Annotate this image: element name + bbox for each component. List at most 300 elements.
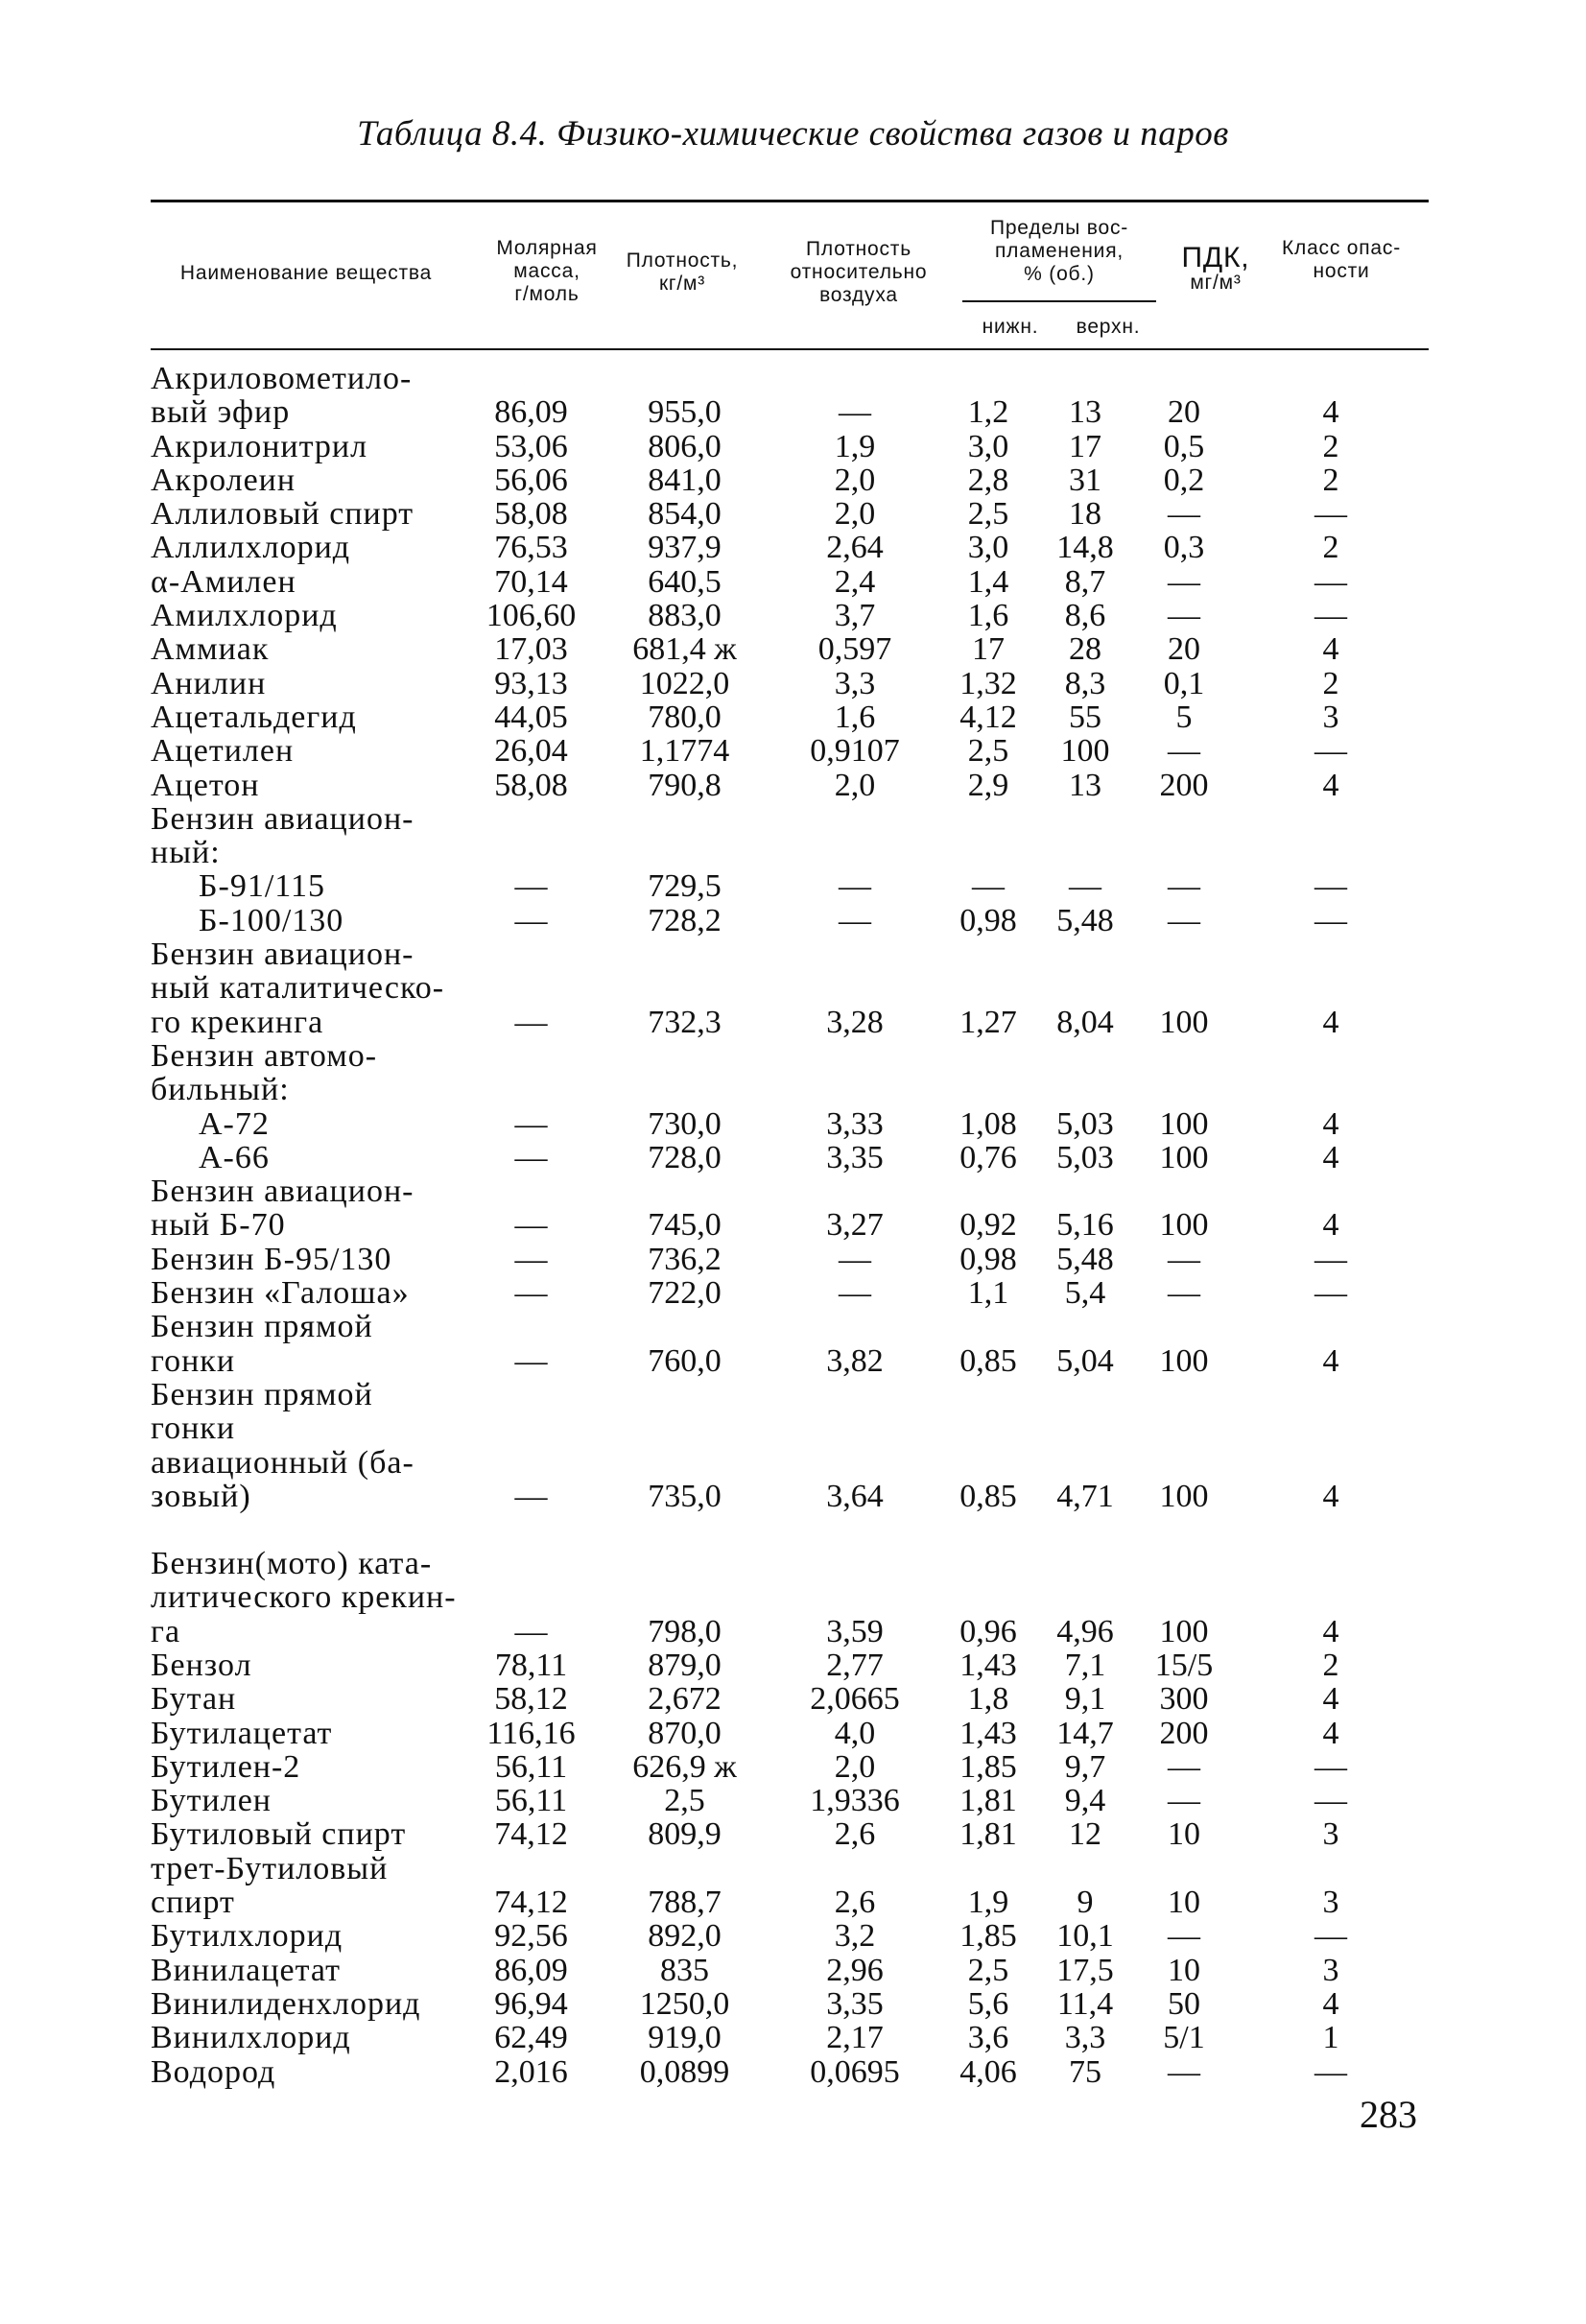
substance-name-line: Ацетон [151, 767, 260, 803]
substance-name-line: гонки [151, 1411, 236, 1447]
upper-limit-cell: 14,8 [1056, 530, 1114, 566]
lower-limit-cell: 1,81 [959, 1783, 1017, 1819]
hazard-class-cell: — [1314, 868, 1347, 905]
relative-density-cell: — [839, 1275, 871, 1312]
substance-name-line: А-66 [199, 1139, 270, 1175]
substance-name [151, 1310, 462, 1378]
relative-density-cell: — [839, 1241, 871, 1277]
table-row [151, 937, 1429, 1039]
hazard-class-cell: 2 [1322, 428, 1339, 464]
lower-limit-cell: 1,32 [959, 665, 1017, 701]
molar-mass-cell: 58,08 [494, 496, 568, 533]
lower-limit-cell: 1,43 [959, 1647, 1017, 1683]
pdk-cell: 5 [1175, 699, 1193, 735]
substance-name [151, 667, 462, 700]
pdk-cell: — [1168, 902, 1200, 938]
substance-name-line: Бензин «Галоша» [151, 1275, 410, 1312]
substance-name [151, 497, 462, 531]
pdk-cell: 20 [1168, 394, 1200, 431]
hazard-class-cell: 3 [1322, 1816, 1339, 1853]
density-cell: 788,7 [648, 1885, 722, 1921]
substance-name-line: А-72 [199, 1105, 270, 1142]
molar-mass-cell: — [514, 1275, 548, 1312]
substance-name-line: Бутилен [151, 1783, 272, 1819]
pdk-cell: — [1168, 1241, 1200, 1277]
table-row [151, 869, 1429, 903]
molar-mass-cell: 106,60 [485, 598, 577, 634]
pdk-cell: 100 [1159, 1207, 1209, 1244]
hazard-class-cell: 4 [1322, 1004, 1339, 1040]
substance-name-line: трет-Бутиловый [151, 1850, 389, 1886]
molar-mass-cell: 96,94 [494, 1985, 568, 2022]
lower-limit-cell: 0,76 [959, 1139, 1017, 1175]
density-cell: 790,8 [648, 767, 722, 803]
molar-mass-cell: — [514, 1478, 548, 1514]
lower-limit-cell: 3,6 [967, 2020, 1009, 2056]
substance-name-line: Бензин прямой [151, 1376, 373, 1412]
upper-limit-cell: 55 [1069, 699, 1101, 735]
substance-name-line: вый эфир [151, 394, 291, 431]
header-upper-limit: верхн. [1076, 316, 1141, 338]
lower-limit-cell: 2,5 [967, 496, 1009, 533]
density-cell: 809,9 [648, 1816, 722, 1853]
spacer-row [151, 1513, 1429, 1547]
hazard-class-cell: 4 [1322, 1985, 1339, 2022]
table-row [151, 1954, 1429, 1987]
substance-name [151, 1547, 462, 1648]
substance-name [151, 937, 462, 1039]
substance-name-line: Винилиденхлорид [151, 1985, 421, 2022]
lower-limit-cell: 4,06 [959, 2053, 1017, 2090]
relative-density-cell: 0,0695 [810, 2053, 900, 2090]
substance-name-line: Аммиак [151, 631, 270, 668]
lower-limit-cell: 17 [972, 631, 1005, 668]
substance-name-line: Ацетальдегид [151, 699, 357, 735]
substance-name-line: Аллилхлорид [151, 530, 351, 566]
relative-density-cell: 3,64 [826, 1478, 884, 1514]
upper-limit-cell: 18 [1069, 496, 1101, 533]
pdk-cell: 50 [1168, 1985, 1200, 2022]
density-cell: 892,0 [648, 1918, 722, 1955]
table-row [151, 632, 1429, 666]
molar-mass-cell: 74,12 [494, 1816, 568, 1853]
table-row [151, 565, 1429, 599]
upper-limit-cell: 9 [1077, 1885, 1094, 1921]
density-cell: 745,0 [648, 1207, 722, 1244]
substance-name-line: Акролеин [151, 462, 296, 498]
substance-name-line: Анилин [151, 665, 267, 701]
upper-limit-cell: 8,6 [1064, 598, 1106, 634]
hazard-class-cell: — [1314, 496, 1347, 533]
substance-name [151, 1107, 462, 1141]
table-row [151, 1039, 1429, 1107]
header-molar-mass: Молярная масса, г/моль [496, 237, 598, 305]
substance-name-line: Бензин авиацион- [151, 800, 414, 837]
pdk-cell [1135, 1039, 1233, 1107]
hazard-class-cell [1233, 1039, 1429, 1107]
pdk-cell: 10 [1168, 1816, 1200, 1853]
lower-limit-cell: 0,85 [959, 1342, 1017, 1379]
relative-density-cell: 0,597 [817, 631, 892, 668]
relative-density-cell: 3,82 [826, 1342, 884, 1379]
header-relative-density: Плотность относительно воздуха [790, 238, 928, 306]
pdk-cell: — [1168, 2053, 1200, 2090]
lower-limit-cell: 0,96 [959, 1613, 1017, 1649]
substance-name-line: Акриловометило- [151, 361, 413, 396]
hazard-class-cell: 2 [1322, 665, 1339, 701]
relative-density-cell: 2,0 [834, 462, 876, 498]
substance-name-line: Бутиловый спирт [151, 1816, 407, 1853]
upper-limit-cell [1035, 802, 1135, 870]
substance-name-line: Амилхлорид [151, 598, 338, 634]
header-lower-limit: нижн. [982, 316, 1039, 338]
density-cell: 1,1774 [639, 733, 730, 770]
relative-density-cell: 4,0 [834, 1715, 876, 1751]
hazard-class-cell: 4 [1322, 1715, 1339, 1751]
table-row [151, 904, 1429, 937]
density-cell: 841,0 [648, 462, 722, 498]
relative-density-cell: 2,17 [826, 2020, 884, 2056]
hazard-class-cell: 3 [1322, 699, 1339, 735]
upper-limit-cell: 100 [1060, 733, 1110, 770]
lower-limit-cell: 0,85 [959, 1478, 1017, 1514]
pdk-cell: 0,3 [1163, 530, 1205, 566]
substance-name [151, 1243, 462, 1276]
upper-limit-cell: 75 [1069, 2053, 1101, 2090]
table-row [151, 2021, 1429, 2054]
density-cell: 760,0 [648, 1342, 722, 1379]
table-row [151, 1107, 1429, 1141]
hazard-class-cell: 4 [1322, 1478, 1339, 1514]
density-cell: 1022,0 [639, 665, 730, 701]
spacer-cell [151, 1513, 1429, 1547]
substance-name-line: Бутилацетат [151, 1715, 333, 1751]
table-row [151, 1378, 1429, 1513]
substance-name [151, 463, 462, 497]
upper-limit-cell: 5,48 [1056, 902, 1114, 938]
substance-name-line: ный каталитическо- [151, 970, 445, 1007]
table-row [151, 1547, 1429, 1648]
density-cell: 937,9 [648, 530, 722, 566]
hazard-class-cell: 4 [1322, 1342, 1339, 1379]
molar-mass-cell: — [514, 1139, 548, 1175]
table-row [151, 531, 1429, 564]
density-cell: 732,3 [648, 1004, 722, 1040]
substance-name [151, 904, 462, 937]
lower-limit-cell: 1,81 [959, 1816, 1017, 1853]
substance-name [151, 599, 462, 632]
molar-mass-cell [462, 802, 601, 870]
molar-mass-cell: 116,16 [486, 1715, 576, 1751]
pdk-cell [1135, 802, 1233, 870]
molar-mass-cell: 2,016 [494, 2053, 568, 2090]
table-row [151, 463, 1429, 497]
relative-density-cell: 1,6 [834, 699, 876, 735]
hazard-class-cell: 4 [1322, 394, 1339, 431]
molar-mass-cell: 17,03 [494, 631, 568, 668]
table-row [151, 802, 1429, 870]
molar-mass-cell: — [514, 868, 548, 905]
hazard-class-cell: 3 [1322, 1885, 1339, 1921]
lower-limit-cell: 1,9 [967, 1885, 1009, 1921]
pdk-cell: 10 [1168, 1885, 1200, 1921]
density-cell: 728,2 [648, 902, 722, 938]
molar-mass-cell: — [514, 1004, 548, 1040]
relative-density-cell: 2,0 [834, 767, 876, 803]
lower-limit-cell: 4,12 [959, 699, 1017, 735]
table-row [151, 1682, 1429, 1716]
lower-limit-cell: 2,9 [967, 767, 1009, 803]
substance-name [151, 430, 462, 463]
table-row [151, 1310, 1429, 1378]
table-row [151, 667, 1429, 700]
substance-name-line: Ацетилен [151, 733, 295, 770]
molar-mass-cell: 93,13 [494, 665, 568, 701]
density-cell: 0,0899 [639, 2053, 730, 2090]
pdk-cell: 200 [1159, 1715, 1209, 1751]
pdk-cell: 200 [1159, 767, 1209, 803]
molar-mass-cell: 76,53 [494, 530, 568, 566]
molar-mass-cell: 53,06 [494, 428, 568, 464]
relative-density-cell: 2,96 [826, 1952, 884, 1988]
upper-limit-cell: 5,04 [1056, 1342, 1114, 1379]
density-cell: 798,0 [648, 1613, 722, 1649]
substance-name [151, 802, 462, 870]
substance-name-line: ный: [151, 835, 221, 871]
relative-density-cell: 3,27 [826, 1207, 884, 1244]
density-cell: 806,0 [648, 428, 722, 464]
pdk-cell: 100 [1159, 1105, 1209, 1142]
molar-mass-cell: 58,08 [494, 767, 568, 803]
properties-table [151, 362, 1429, 2089]
upper-limit-cell: 9,1 [1064, 1681, 1106, 1718]
lower-limit-cell: 1,1 [967, 1275, 1009, 1312]
lower-limit-cell: 2,5 [967, 733, 1009, 770]
table-row [151, 1174, 1429, 1243]
substance-name-line: го крекинга [151, 1004, 324, 1040]
upper-limit-cell [1035, 1039, 1135, 1107]
substance-name-line: α-Амилен [151, 563, 296, 600]
relative-density-cell: 2,64 [826, 530, 884, 566]
lower-limit-cell: 1,08 [959, 1105, 1017, 1142]
substance-name-line: Бензин(мото) ката- [151, 1546, 433, 1582]
substance-name-line: Бензин автомо- [151, 1037, 378, 1074]
molar-mass-cell: — [514, 1207, 548, 1244]
substance-name [151, 1919, 462, 1953]
relative-density-cell: 2,77 [826, 1647, 884, 1683]
lower-limit-cell: 2,8 [967, 462, 1009, 498]
density-cell [601, 1039, 769, 1107]
upper-limit-cell: 5,03 [1056, 1139, 1114, 1175]
density-cell: 854,0 [648, 496, 722, 533]
table-row [151, 497, 1429, 531]
lower-limit-cell: 1,2 [967, 394, 1009, 431]
upper-limit-cell: 14,7 [1056, 1715, 1114, 1751]
substance-name [151, 2055, 462, 2089]
substance-name-line: Б-91/115 [199, 868, 326, 905]
header-hazard-class: Класс опас- ности [1281, 237, 1402, 282]
molar-mass-cell: 26,04 [494, 733, 568, 770]
density-cell: 1250,0 [639, 1985, 730, 2022]
relative-density-cell: — [839, 394, 871, 431]
upper-limit-cell: 13 [1069, 767, 1101, 803]
upper-limit-cell: 5,4 [1064, 1275, 1106, 1312]
header-name: Наименование вещества [179, 262, 433, 284]
substance-name-line: Водород [151, 2053, 276, 2090]
pdk-cell: — [1168, 1918, 1200, 1955]
pdk-cell: 100 [1159, 1139, 1209, 1175]
hazard-class-cell: — [1314, 1275, 1347, 1312]
substance-name [151, 1817, 462, 1851]
relative-density-cell: 2,4 [834, 563, 876, 600]
relative-density-cell: 1,9336 [810, 1783, 900, 1819]
hazard-class-cell: 4 [1322, 767, 1339, 803]
upper-limit-cell: 4,71 [1056, 1478, 1114, 1514]
upper-limit-cell: 31 [1069, 462, 1101, 498]
lower-limit-cell: 1,6 [967, 598, 1009, 634]
pdk-cell: 0,5 [1163, 428, 1205, 464]
molar-mass-cell: 70,14 [494, 563, 568, 600]
molar-mass-cell: — [514, 902, 548, 938]
hazard-class-cell: 4 [1322, 631, 1339, 668]
substance-name [151, 565, 462, 599]
lower-limit-cell: 0,98 [959, 902, 1017, 938]
relative-density-cell: 3,28 [826, 1004, 884, 1040]
relative-density-cell: 3,35 [826, 1985, 884, 2022]
substance-name [151, 1987, 462, 2021]
substance-name-line: Бутилен-2 [151, 1748, 301, 1785]
table-row [151, 1648, 1429, 1682]
hazard-class-cell: 3 [1322, 1952, 1339, 1988]
molar-mass-cell: — [514, 1241, 548, 1277]
table-row [151, 1750, 1429, 1784]
pdk-cell: 0,2 [1163, 462, 1205, 498]
substance-name [151, 1784, 462, 1817]
top-rule [151, 200, 1429, 202]
relative-density-cell [769, 802, 941, 870]
lower-limit-cell: 1,27 [959, 1004, 1017, 1040]
pdk-cell: 100 [1159, 1004, 1209, 1040]
table-row [151, 1817, 1429, 1851]
hazard-class-cell: — [1314, 2053, 1347, 2090]
pdk-cell: 20 [1168, 631, 1200, 668]
lower-limit-cell: 1,43 [959, 1715, 1017, 1751]
substance-name [151, 1750, 462, 1784]
relative-density-cell: 2,0 [834, 496, 876, 533]
pdk-cell: 100 [1159, 1613, 1209, 1649]
density-cell: 730,0 [648, 1105, 722, 1142]
relative-density-cell [769, 1039, 941, 1107]
substance-name-line: Бензин авиацион- [151, 1174, 414, 1210]
lower-limit-cell: 0,92 [959, 1207, 1017, 1244]
relative-density-cell: 2,0 [834, 1748, 876, 1785]
table-row [151, 1852, 1429, 1920]
substance-name [151, 362, 462, 430]
table-row [151, 362, 1429, 430]
relative-density-cell: 3,7 [834, 598, 876, 634]
lower-limit-cell: 5,6 [967, 1985, 1009, 2022]
hazard-class-cell: — [1314, 563, 1347, 600]
substance-name-line: Бензин Б-95/130 [151, 1241, 392, 1277]
hazard-class-cell: — [1314, 1241, 1347, 1277]
hazard-class-cell: 4 [1322, 1105, 1339, 1142]
density-cell: 681,4 ж [632, 631, 737, 668]
table-row [151, 599, 1429, 632]
lower-limit-cell: 1,4 [967, 563, 1009, 600]
upper-limit-cell: 13 [1069, 394, 1101, 431]
substance-name [151, 1648, 462, 1682]
density-cell: 736,2 [648, 1241, 722, 1277]
hazard-class-cell: 2 [1322, 462, 1339, 498]
substance-name [151, 869, 462, 903]
lower-limit-cell: 1,85 [959, 1918, 1017, 1955]
substance-name [151, 1141, 462, 1174]
hazard-class-cell: 2 [1322, 1647, 1339, 1683]
hazard-class-cell: — [1314, 1918, 1347, 1955]
upper-limit-cell: 8,04 [1056, 1004, 1114, 1040]
table-row [151, 2055, 1429, 2089]
substance-name-line: спирт [151, 1885, 235, 1921]
molar-mass-cell: — [514, 1342, 548, 1379]
header-flammability-limits: Пределы вос- пламенения, % (об.) [989, 217, 1129, 285]
header-pdk: ПДК, мг/м³ [1181, 242, 1250, 294]
upper-limit-cell: 9,4 [1064, 1783, 1106, 1819]
page-number: 283 [1360, 2093, 1417, 2136]
substance-name-line: ный Б-70 [151, 1207, 286, 1244]
lower-limit-cell [941, 1039, 1035, 1107]
substance-name [151, 1717, 462, 1750]
relative-density-cell: — [839, 868, 871, 905]
substance-name [151, 632, 462, 666]
density-cell: 883,0 [648, 598, 722, 634]
lower-limit-cell: — [972, 868, 1005, 905]
relative-density-cell: 3,35 [826, 1139, 884, 1175]
pdk-cell: — [1168, 1783, 1200, 1819]
lower-limit-cell: 2,5 [967, 1952, 1009, 1988]
density-cell: 835 [660, 1952, 709, 1988]
upper-limit-cell: 8,7 [1064, 563, 1106, 600]
substance-name-line: зовый) [151, 1478, 251, 1514]
upper-limit-cell: 9,7 [1064, 1748, 1106, 1785]
header-density: Плотность, кг/м³ [626, 249, 739, 295]
hazard-class-cell: — [1314, 1783, 1347, 1819]
table-row [151, 1919, 1429, 1953]
relative-density-cell: 3,59 [826, 1613, 884, 1649]
hazard-class-cell: 2 [1322, 530, 1339, 566]
header-bottom-rule [151, 348, 1429, 350]
table-row [151, 1784, 1429, 1817]
upper-limit-cell: 10,1 [1056, 1918, 1114, 1955]
substance-name [151, 1039, 462, 1107]
density-cell: 626,9 ж [632, 1748, 737, 1785]
upper-limit-cell: 17,5 [1056, 1952, 1114, 1988]
pdk-cell: 100 [1159, 1342, 1209, 1379]
density-cell: 640,5 [648, 563, 722, 600]
pdk-cell: 15/5 [1154, 1647, 1214, 1683]
upper-limit-cell: 7,1 [1064, 1647, 1106, 1683]
density-cell: 735,0 [648, 1478, 722, 1514]
pdk-cell: 0,1 [1163, 665, 1205, 701]
substance-name [151, 769, 462, 802]
pdk-cell: — [1168, 563, 1200, 600]
density-cell: 2,672 [648, 1681, 722, 1718]
substance-name [151, 1276, 462, 1310]
relative-density-cell: — [839, 902, 871, 938]
substance-name-line: Аллиловый спирт [151, 496, 414, 533]
hazard-class-cell: — [1314, 902, 1347, 938]
substance-name-line: Б-100/130 [199, 902, 344, 938]
table-row [151, 1141, 1429, 1174]
